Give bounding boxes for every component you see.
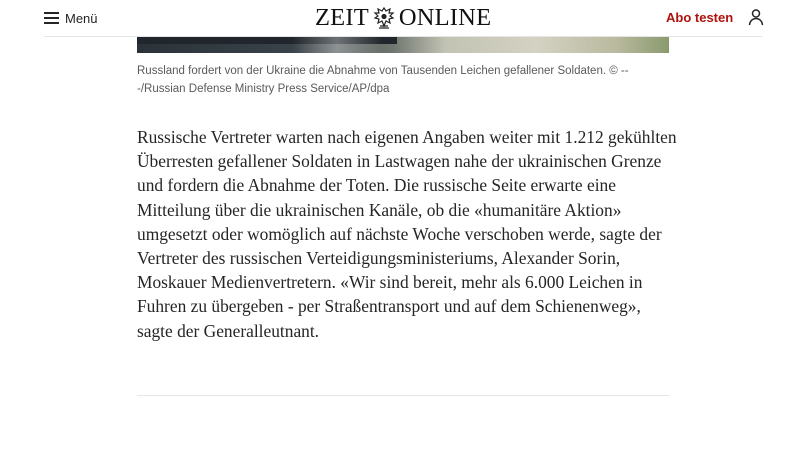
article-divider	[137, 395, 669, 396]
hamburger-icon	[44, 12, 59, 24]
abo-testen-link[interactable]: Abo testen	[666, 10, 734, 25]
menu-button[interactable]	[44, 8, 98, 28]
user-icon[interactable]	[747, 8, 765, 26]
photo-caption: Russland fordert von der Ukraine die Abnahme von Tausenden Leichen gefallener Soldaten. © ---/Russian Defense Ministry Press Service/AP/dpa	[137, 65, 629, 95]
article-body	[137, 125, 677, 343]
zeit-online-logo[interactable]	[315, 4, 491, 32]
logo-text-left: ZEIT	[315, 4, 369, 31]
menu-label: Menü	[65, 10, 98, 26]
eagle-crest-icon	[371, 5, 397, 31]
article-photo	[137, 37, 669, 53]
article-paragraph: Russische Vertreter warten nach eigenen Angaben weiter mit 1.212 gekühlten Überresten gefallener Soldaten in Lastwagen nahe der ukrainischen Grenze und fordern die Abnahme der Toten. Die russische Seite erwarte eine Mitteilung über die ukrainischen Kanäle, ob die «humanitäre Aktion» umgesetzt oder womöglich auf nächste Woche verschoben werde, sagte der Vertreter des russischen Verteidigungsministeriums, Alexander Sorin, Moskauer Medienvertretern. «Wir sind bereit, mehr als 6.000 Leichen in Fuhren zu übergeben - per Straßentransport und auf dem Schienenweg», sagte der Generalleutnant.	[137, 127, 677, 341]
logo-text-right: ONLINE	[398, 4, 492, 31]
top-navigation-bar	[0, 0, 800, 36]
